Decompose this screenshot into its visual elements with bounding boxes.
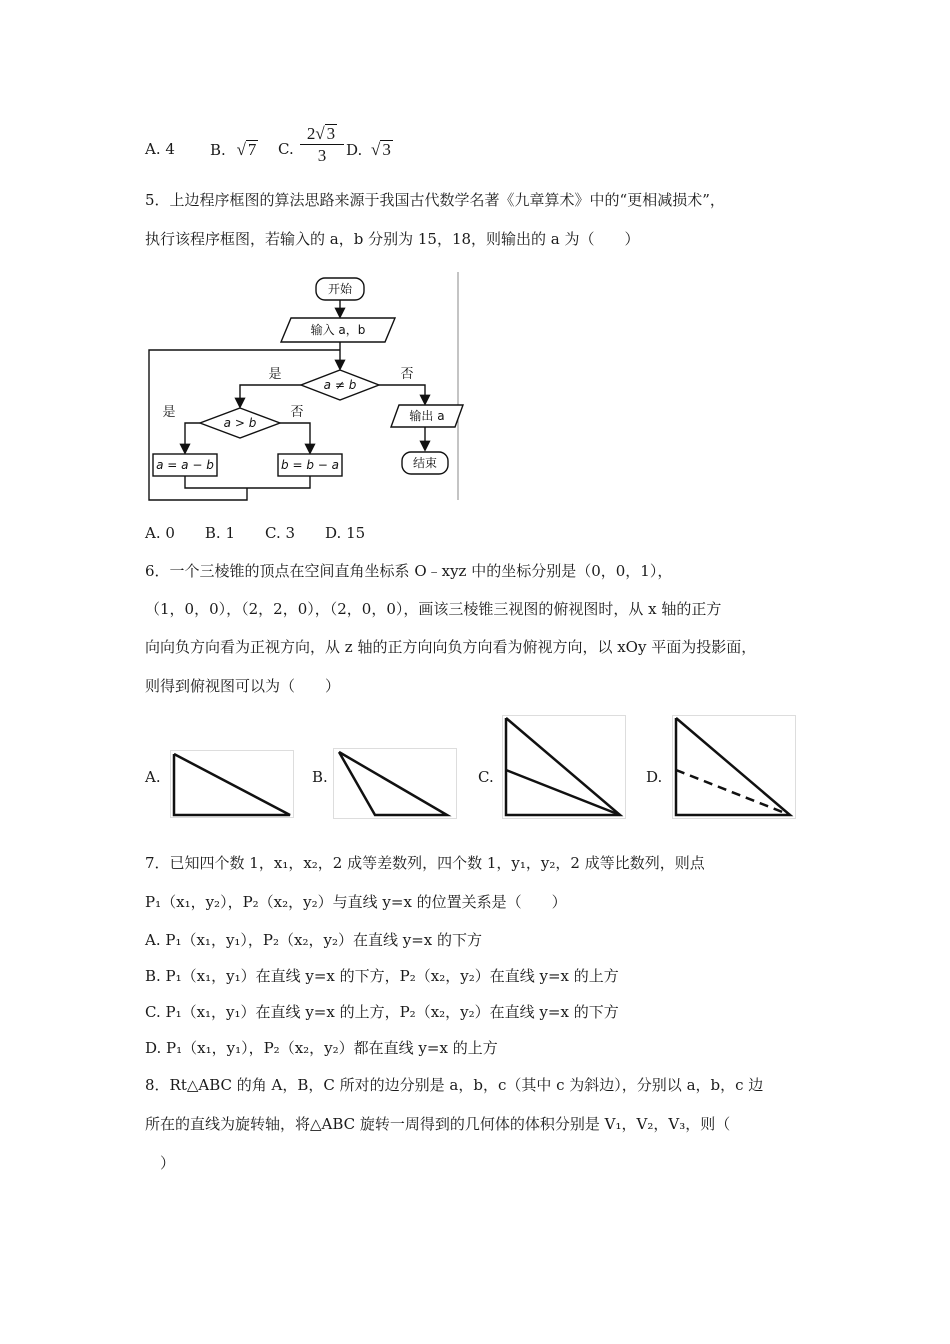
q4-option-c-denominator: 3: [317, 146, 327, 165]
q6-option-a-figure: [170, 750, 295, 820]
q6-option-b-figure: [333, 748, 458, 820]
q7-option-c: C. P₁（x₁，y₁）在直线 y=x 的上方，P₂（x₂，y₂）在直线 y=x 的下方: [145, 1003, 619, 1021]
flow-end-label: 结束: [412, 456, 438, 470]
q4-option-b-radicand: 7: [247, 140, 257, 159]
q6-option-c-label: C.: [478, 768, 494, 786]
q8-line-1: 8．Rt△ABC 的角 A，B，C 所对的边分别是 a，b，c（其中 c 为斜边），分别以 a，b，c 边: [145, 1076, 764, 1094]
flow-no1-label: 否: [400, 367, 414, 382]
q4-option-d-radicand: 3: [382, 140, 391, 159]
flow-assign-a-label: a = a − b: [156, 458, 214, 472]
q5-line-2: 执行该程序框图，若输入的 a，b 分别为 15，18，则输出的 a 为（ ）: [145, 230, 640, 248]
flow-cond2-label: a > b: [223, 416, 257, 430]
q7-line-1: 7．已知四个数 1，x₁，x₂，2 成等差数列，四个数 1，y₁，y₂，2 成等比数列，则点: [145, 854, 705, 872]
q4-option-a: A. 4: [145, 140, 175, 158]
q8-line-3: ）: [145, 1154, 176, 1172]
q5-flowchart: [145, 268, 465, 504]
q4-option-c: [278, 140, 294, 158]
q6-line-3: 向向负方向看为正视方向，从 z 轴的正方向向负方向看为俯视方向，以 xOy 平面为投影面，: [145, 638, 757, 656]
flow-input-label: 输入 a，b: [310, 323, 366, 337]
q6-option-d-figure: [672, 715, 797, 820]
q6-option-b-label: B.: [312, 768, 328, 786]
q6-option-d-label: D.: [646, 768, 663, 786]
q7-line-2: P₁（x₁，y₂），P₂（x₂，y₂）与直线 y=x 的位置关系是（ ）: [145, 893, 567, 911]
flow-start-label: 开始: [327, 282, 353, 296]
q4-option-d-label: D.: [346, 141, 363, 159]
flow-yes2-label: 是: [162, 405, 176, 420]
q4-option-b: B. √ 7: [210, 140, 257, 159]
flow-no2-label: 否: [290, 405, 304, 420]
q6-option-c-figure: [502, 715, 627, 820]
q6-option-a-label: A.: [145, 768, 161, 786]
q4-option-b-label: B.: [210, 141, 226, 159]
q7-option-a: A. P₁（x₁，y₁），P₂（x₂，y₂）在直线 y=x 的下方: [145, 931, 483, 949]
flow-cond1-label: a ≠ b: [323, 378, 357, 392]
q4-option-c-fraction: 2√ 3 3: [300, 124, 344, 167]
flow-yes1-label: 是: [268, 367, 282, 382]
q7-option-b: B. P₁（x₁，y₁）在直线 y=x 的下方，P₂（x₂，y₂）在直线 y=x 的上方: [145, 967, 619, 985]
q8-line-2: 所在的直线为旋转轴，将△ABC 旋转一周得到的几何体的体积分别是 V₁，V₂，V₃，则（: [145, 1115, 731, 1133]
q4-option-c-coef: 2: [306, 124, 316, 143]
q5-options: A. 0 B. 1 C. 3 D. 15: [145, 524, 366, 542]
q6-line-2: （1，0，0），（2，2，0），（2，0，0），画该三棱锥三视图的俯视图时，从 x 轴的正方: [145, 600, 722, 618]
q6-line-4: 则得到俯视图可以为（ ）: [145, 677, 341, 695]
q4-option-c-label: C.: [278, 140, 294, 158]
q6-line-1: 6．一个三棱锥的顶点在空间直角坐标系 O﹣xyz 中的坐标分别是（0，0，1），: [145, 562, 673, 580]
flow-assign-b-label: b = b − a: [281, 458, 339, 472]
q7-option-d: D. P₁（x₁，y₁），P₂（x₂，y₂）都在直线 y=x 的上方: [145, 1039, 498, 1057]
q5-line-1: 5．上边程序框图的算法思路来源于我国古代数学名著《九章算术》中的“更相减损术”，: [145, 191, 725, 209]
flow-output-label: 输出 a: [409, 409, 445, 423]
q4-option-d: D. √ 3: [346, 140, 391, 159]
q4-option-c-radicand: 3: [326, 124, 336, 143]
